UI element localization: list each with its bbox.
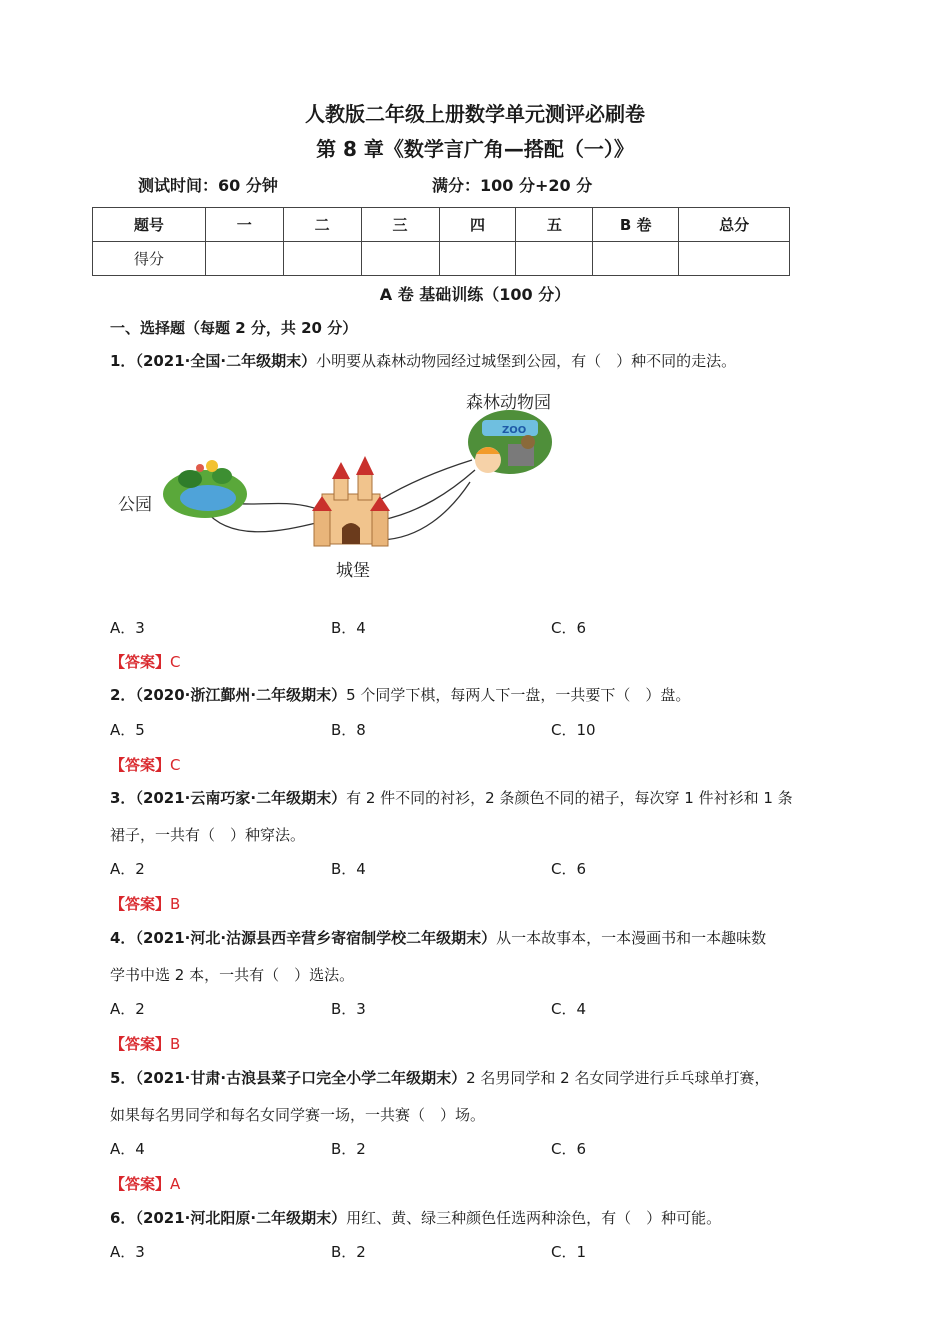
castle-icon	[312, 456, 390, 546]
table-header-cell: 二	[283, 208, 361, 242]
answer-value: C	[170, 756, 181, 774]
table-header-cell: 题号	[93, 208, 206, 242]
map-label-park: 公园	[118, 495, 152, 515]
answer-2	[110, 754, 181, 775]
answer-4	[110, 1033, 180, 1054]
road-castle-zoo-3	[378, 482, 470, 540]
question-4	[110, 927, 766, 949]
option-a[interactable]: A．5	[110, 721, 145, 739]
answer-tag: 【答案】	[110, 895, 171, 913]
part-one-heading: 一、选择题（每题 2 分，共 20 分）	[110, 319, 358, 337]
score-table-header-row	[93, 208, 790, 242]
score-cell[interactable]	[361, 242, 439, 276]
full-score: 满分：100 分+20 分	[432, 176, 593, 195]
option-c[interactable]: C．6	[551, 1140, 587, 1158]
page-subtitle: 第 8 章《数学言广角—搭配（一）》	[316, 137, 634, 161]
option-c[interactable]: C．6	[551, 860, 587, 878]
option-a[interactable]: A．2	[110, 1000, 145, 1018]
question-source: （2020·浙江鄞州·二年级期末）	[135, 686, 347, 704]
option-b[interactable]: B．4	[331, 860, 366, 878]
question-text: 2 名男同学和 2 名女同学进行乒乓球单打赛，	[466, 1069, 770, 1087]
park-icon	[163, 460, 247, 518]
option-b[interactable]: B．2	[331, 1140, 366, 1158]
option-c[interactable]: C．1	[551, 1243, 587, 1261]
question-number: 6．	[110, 1209, 136, 1227]
score-cell[interactable]	[283, 242, 361, 276]
score-cell[interactable]	[439, 242, 516, 276]
question-text: 用红、黄、绿三种颜色任选两种涂色，有（ ）种可能。	[346, 1209, 722, 1227]
question-2	[110, 684, 690, 706]
score-table-score-row	[93, 242, 790, 276]
option-c[interactable]: C．10	[551, 721, 596, 739]
answer-tag: 【答案】	[110, 756, 171, 774]
test-time: 测试时间：60 分钟	[138, 176, 278, 195]
map-label-castle: 城堡	[336, 561, 370, 581]
table-header-cell: B 卷	[593, 208, 679, 242]
answer-1	[110, 651, 181, 672]
option-a[interactable]: A．3	[110, 619, 145, 637]
question-text: 5 个同学下棋，每两人下一盘，一共要下（ ）盘。	[346, 686, 691, 704]
question-text-continued: 如果每名男同学和每名女同学赛一场，一共赛（ ）场。	[110, 1106, 486, 1124]
table-row-label: 得分	[93, 242, 206, 276]
score-cell[interactable]	[679, 242, 790, 276]
question-source: （2021·河北·沽源县西辛营乡寄宿制学校二年级期末）	[135, 929, 497, 947]
table-header-cell: 一	[205, 208, 283, 242]
question-5	[110, 1067, 770, 1089]
answer-value: B	[170, 895, 181, 913]
table-header-cell: 三	[361, 208, 439, 242]
option-b[interactable]: B．2	[331, 1243, 366, 1261]
zoo-sign-text: ZOO	[502, 425, 527, 436]
answer-3	[110, 893, 180, 914]
table-header-cell: 四	[439, 208, 516, 242]
answer-5	[110, 1173, 180, 1194]
score-cell[interactable]	[516, 242, 593, 276]
question-number: 3．	[110, 789, 136, 807]
map-label-zoo: 森林动物园	[466, 393, 551, 413]
answer-tag: 【答案】	[110, 1035, 171, 1053]
option-c[interactable]: C．6	[551, 619, 587, 637]
question-source: （2021·云南巧家·二年级期末）	[135, 789, 347, 807]
question-number: 2．	[110, 686, 136, 704]
answer-tag: 【答案】	[110, 653, 171, 671]
score-cell[interactable]	[593, 242, 679, 276]
score-table	[92, 207, 790, 276]
question-text: 有 2 件不同的衬衫，2 条颜色不同的裙子，每次穿 1 件衬衫和 1 条	[346, 789, 793, 807]
question-text-continued: 学书中选 2 本，一共有（ ）选法。	[110, 966, 355, 984]
answer-value: A	[170, 1175, 181, 1193]
question-source: （2021·全国·二年级期末）	[135, 352, 317, 370]
road-castle-zoo-1	[380, 460, 472, 500]
option-a[interactable]: A．3	[110, 1243, 145, 1261]
question-text-continued: 裙子，一共有（ ）种穿法。	[110, 826, 306, 844]
option-a[interactable]: A．2	[110, 860, 145, 878]
question-6	[110, 1207, 721, 1229]
answer-tag: 【答案】	[110, 1175, 171, 1193]
question-number: 5．	[110, 1069, 136, 1087]
option-b[interactable]: B．4	[331, 619, 366, 637]
answer-value: C	[170, 653, 181, 671]
question-source: （2021·甘肃·古浪县菜子口完全小学二年级期末）	[135, 1069, 467, 1087]
question-3	[110, 787, 793, 809]
table-header-cell: 五	[516, 208, 593, 242]
option-c[interactable]: C．4	[551, 1000, 587, 1018]
question-number: 1．	[110, 352, 136, 370]
table-header-cell: 总分	[679, 208, 790, 242]
option-a[interactable]: A．4	[110, 1140, 145, 1158]
question-source: （2021·河北阳原·二年级期末）	[135, 1209, 347, 1227]
page-title: 人教版二年级上册数学单元测评必刷卷	[305, 102, 645, 126]
zoo-icon	[468, 410, 552, 474]
question-1	[110, 350, 736, 372]
section-a-heading: A 卷 基础训练（100 分）	[379, 285, 571, 304]
option-b[interactable]: B．8	[331, 721, 366, 739]
answer-value: B	[170, 1035, 181, 1053]
option-b[interactable]: B．3	[331, 1000, 366, 1018]
question-text: 小明要从森林动物园经过城堡到公园，有（ ）种不同的走法。	[316, 352, 737, 370]
score-cell[interactable]	[205, 242, 283, 276]
question-text: 从一本故事本，一本漫画书和一本趣味数	[496, 929, 767, 947]
question-number: 4．	[110, 929, 136, 947]
